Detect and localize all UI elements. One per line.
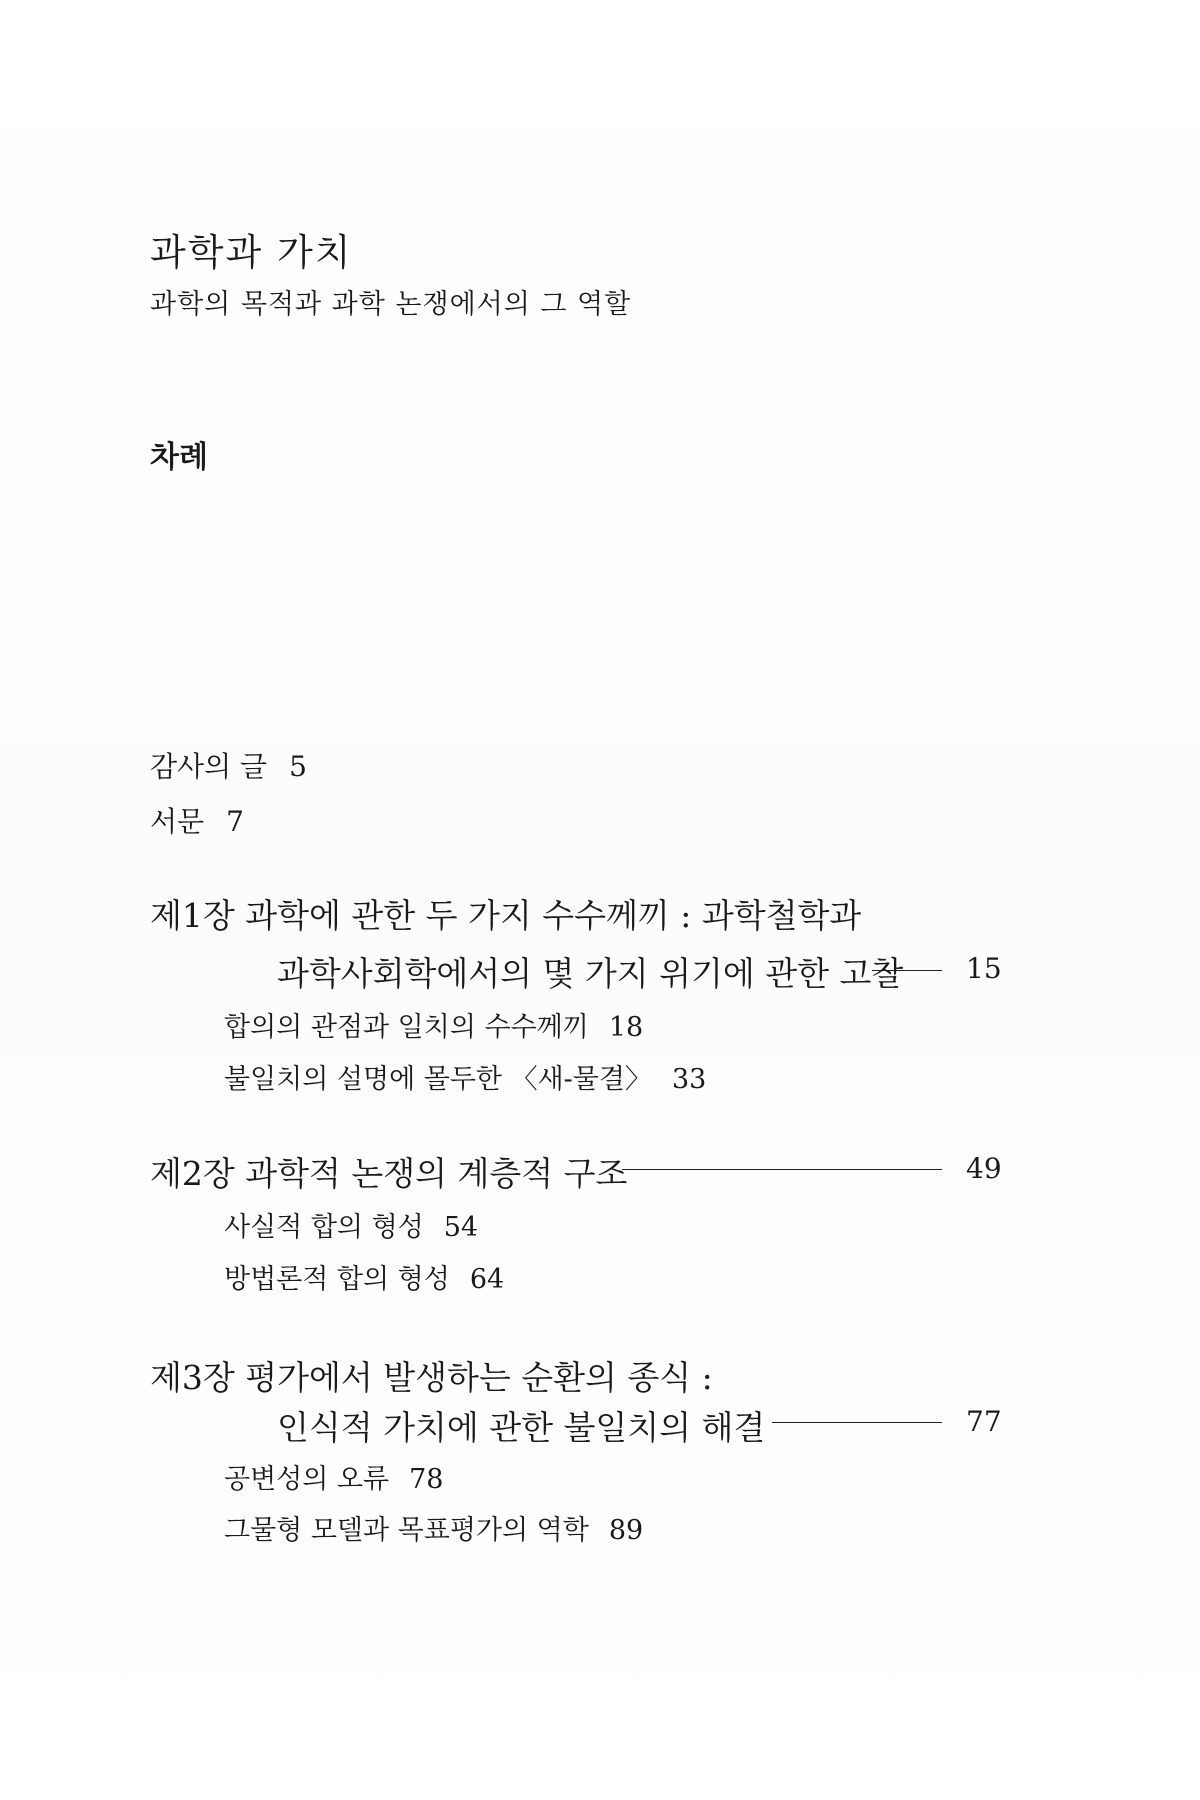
book-title: 과학과 가치 <box>150 231 353 274</box>
section-3-2[interactable] <box>224 1508 643 1547</box>
toc-heading: 차례 <box>150 440 208 475</box>
chapter-1-title-line2[interactable]: 과학사회학에서의 몇 가지 위기에 관한 고찰 <box>277 954 904 993</box>
chapter-1-leader-line <box>872 970 942 971</box>
chapter-1-title-line1[interactable]: 제1장 과학에 관한 두 가지 수수께끼 : 과학철학과 <box>150 896 862 935</box>
chapter-1-page: 15 <box>966 952 1002 985</box>
toc-entry-title: 감사의 글 <box>150 750 268 783</box>
toc-entry-acknowledgements[interactable] <box>150 745 307 785</box>
chapter-3-leader-line <box>772 1422 942 1423</box>
section-1-1[interactable] <box>224 1005 643 1044</box>
section-page: 33 <box>671 1064 707 1095</box>
chapter-3-title-line1[interactable]: 제3장 평가에서 발생하는 순환의 종식 : <box>150 1358 713 1397</box>
book-subtitle: 과학의 목적과 과학 논쟁에서의 그 역할 <box>150 289 632 320</box>
section-1-2[interactable] <box>224 1057 706 1096</box>
section-3-1[interactable] <box>224 1457 443 1496</box>
section-page: 89 <box>608 1515 644 1546</box>
section-page: 54 <box>443 1212 479 1243</box>
chapter-3-page: 77 <box>966 1405 1002 1438</box>
toc-entry-page: 5 <box>289 750 307 783</box>
toc-entry-page: 7 <box>226 805 244 838</box>
chapter-2-leader-line <box>622 1169 942 1170</box>
toc-entry-title: 서문 <box>150 805 205 838</box>
section-title: 공변성의 오류 <box>224 1464 390 1495</box>
section-title: 방법론적 합의 형성 <box>224 1264 450 1295</box>
section-title: 불일치의 설명에 몰두한 〈새-물결〉 <box>224 1064 652 1095</box>
section-title: 그물형 모델과 목표평가의 역학 <box>224 1515 589 1546</box>
chapter-3-title-line2[interactable]: 인식적 가치에 관한 불일치의 해결 <box>277 1408 766 1447</box>
section-2-2[interactable] <box>224 1257 504 1296</box>
chapter-2-page: 49 <box>966 1152 1002 1185</box>
section-title: 합의의 관점과 일치의 수수께끼 <box>224 1012 589 1043</box>
section-page: 78 <box>409 1464 444 1495</box>
section-page: 18 <box>608 1012 644 1043</box>
section-2-1[interactable] <box>224 1205 478 1244</box>
section-page: 64 <box>469 1264 505 1295</box>
toc-entry-preface[interactable] <box>150 800 244 840</box>
chapter-2-title[interactable]: 제2장 과학적 논쟁의 계층적 구조 <box>150 1154 628 1193</box>
section-title: 사실적 합의 형성 <box>224 1212 424 1243</box>
